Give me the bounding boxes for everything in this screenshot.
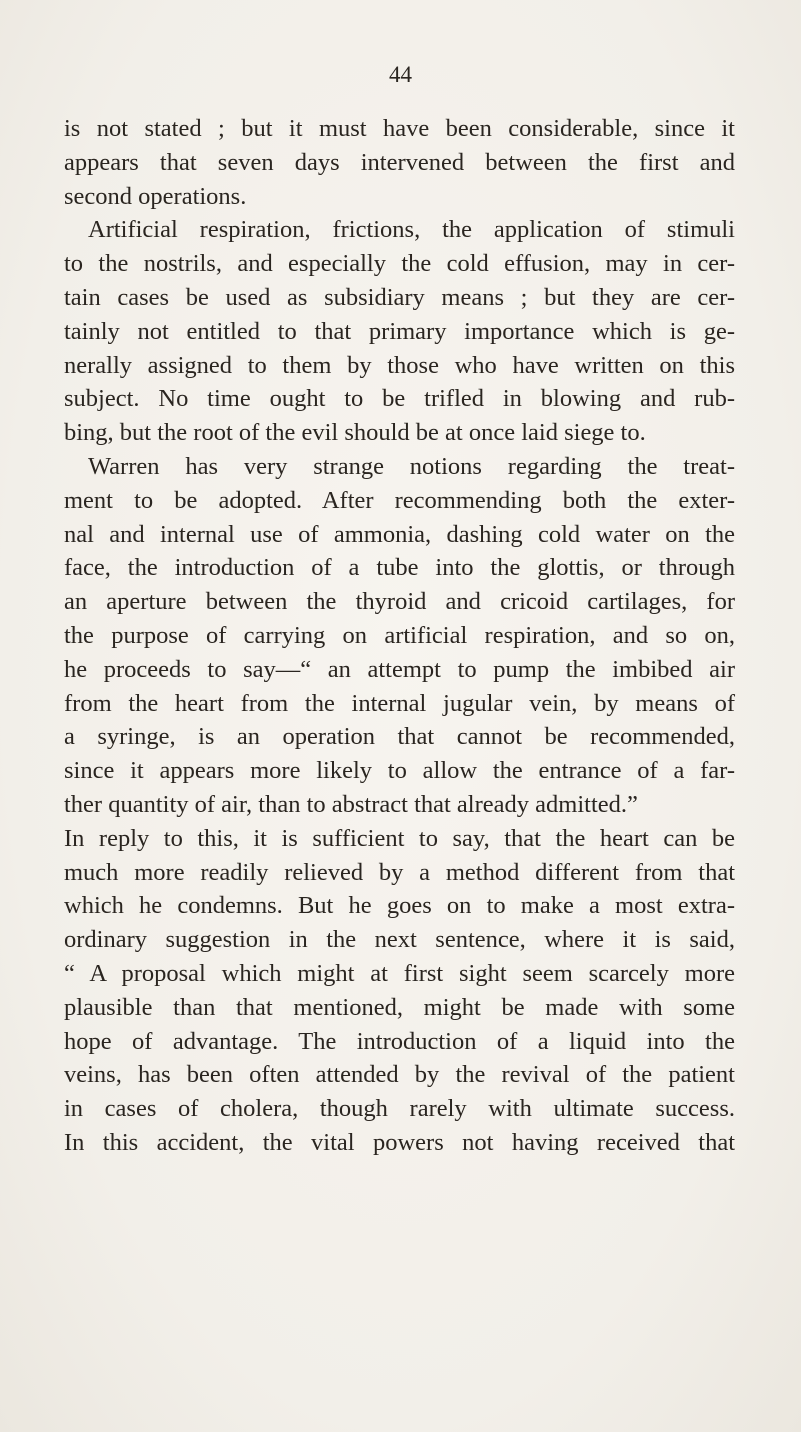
text-line: tainly not entitled to that primary importance which is ge- — [64, 317, 735, 345]
text-line: “ A proposal which might at first sight seem scarcely more — [64, 959, 735, 987]
text-line: In this accident, the vital powers not having received that — [64, 1128, 735, 1156]
text-line: Warren has very strange notions regarding the treat- — [88, 452, 735, 480]
text-line: is not stated ; but it must have been considerable, since it — [64, 115, 735, 142]
text-line: in cases of cholera, though rarely with ultimate success. — [64, 1095, 735, 1123]
text-line: the purpose of carrying on artificial respiration, and so on, — [64, 621, 735, 649]
text-line: nal and internal use of ammonia, dashing cold water on the — [64, 520, 735, 548]
text-line: a syringe, is an operation that cannot be recommended, — [64, 723, 735, 751]
text-line: ordinary suggestion in the next sentence, where it is said, — [64, 926, 735, 954]
text-line: second operations. — [64, 182, 247, 210]
text-line: he proceeds to say—“ an attempt to pump the imbibed air — [64, 655, 735, 683]
text-line: an aperture between the thyroid and cricoid cartilages, for — [64, 588, 735, 616]
page-number: 44 — [389, 62, 412, 87]
text-line: In reply to this, it is sufficient to say, that the heart can be — [64, 824, 735, 852]
text-line: ment to be adopted. After recommending both the exter- — [64, 486, 735, 514]
text-line: since it appears more likely to allow the entrance of a far- — [64, 757, 735, 785]
text-line: subject. No time ought to be trifled in blowing and rub- — [64, 385, 735, 413]
text-line: much more readily relieved by a method different from that — [64, 858, 735, 886]
text-line: bing, but the root of the evil should be at once laid siege to. — [64, 419, 646, 447]
text-line: from the heart from the internal jugular vein, by means of — [64, 689, 735, 717]
text-line: to the nostrils, and especially the cold effusion, may in cer- — [64, 250, 735, 278]
body-text — [64, 112, 735, 1160]
text-line: face, the introduction of a tube into the glottis, or through — [64, 554, 735, 582]
text-line: hope of advantage. The introduction of a liquid into the — [64, 1027, 735, 1055]
text-line: tain cases be used as subsidiary means ; but they are cer- — [64, 283, 735, 311]
text-line: appears that seven days intervened between the first and — [64, 148, 735, 176]
text-line: Artificial respiration, frictions, the application of stimuli — [88, 216, 735, 244]
text-line: nerally assigned to them by those who have written on this — [64, 351, 735, 379]
text-line: ther quantity of air, than to abstract that already admitted.” — [64, 790, 638, 818]
text-line: which he condemns. But he goes on to make a most extra- — [64, 892, 735, 920]
text-line: plausible than that mentioned, might be made with some — [64, 993, 735, 1021]
text-line: veins, has been often attended by the revival of the patient — [64, 1061, 735, 1089]
